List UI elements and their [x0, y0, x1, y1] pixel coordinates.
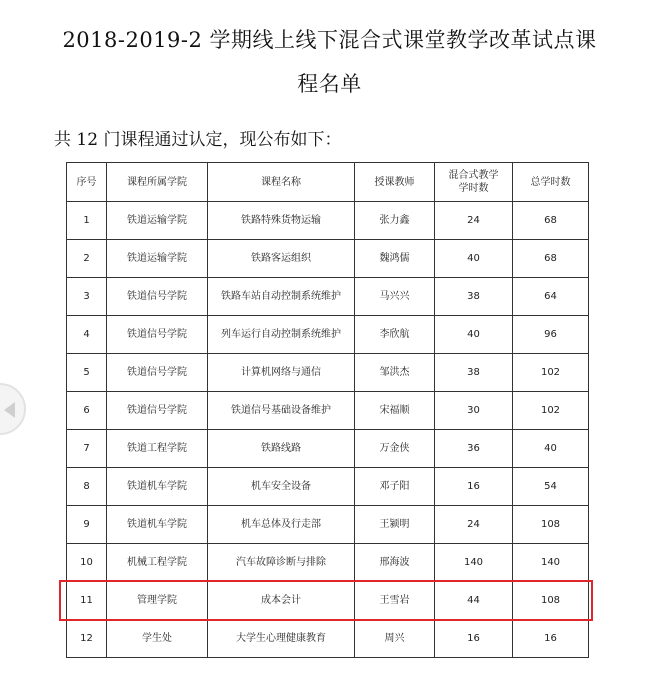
cell-course-name: 铁路线路	[208, 430, 355, 468]
intro-text: 共 12 门课程通过认定，现公布如下：	[54, 130, 342, 150]
cell-course-name: 机车安全设备	[208, 468, 355, 506]
header-college: 课程所属学院	[107, 163, 208, 202]
chevron-left-icon	[4, 402, 15, 418]
cell-college: 铁道信号学院	[107, 392, 208, 430]
cell-teacher: 邓子阳	[355, 468, 435, 506]
cell-hybrid-hours: 140	[435, 544, 513, 582]
cell-teacher: 宋福顺	[355, 392, 435, 430]
cell-index: 2	[67, 240, 107, 278]
table-row	[67, 620, 589, 658]
cell-hybrid-hours: 40	[435, 240, 513, 278]
cell-hybrid-hours: 24	[435, 202, 513, 240]
cell-college: 铁道机车学院	[107, 506, 208, 544]
cell-index: 8	[67, 468, 107, 506]
cell-index: 1	[67, 202, 107, 240]
table-row	[67, 240, 589, 278]
cell-course-name: 铁路特殊货物运输	[208, 202, 355, 240]
cell-index: 6	[67, 392, 107, 430]
cell-index: 9	[67, 506, 107, 544]
table-row	[67, 316, 589, 354]
cell-teacher: 魏鸿儒	[355, 240, 435, 278]
cell-total-hours: 68	[513, 202, 589, 240]
table-row	[67, 430, 589, 468]
cell-teacher: 张力鑫	[355, 202, 435, 240]
cell-index: 10	[67, 544, 107, 582]
cell-total-hours: 16	[513, 620, 589, 658]
cell-course-name: 铁路车站自动控制系统维护	[208, 278, 355, 316]
cell-total-hours: 54	[513, 468, 589, 506]
cell-college: 机械工程学院	[107, 544, 208, 582]
cell-course-name: 大学生心理健康教育	[208, 620, 355, 658]
cell-hybrid-hours: 24	[435, 506, 513, 544]
cell-total-hours: 140	[513, 544, 589, 582]
cell-index: 3	[67, 278, 107, 316]
cell-course-name: 成本会计	[208, 582, 355, 620]
cell-college: 铁道运输学院	[107, 240, 208, 278]
cell-teacher: 王雪岩	[355, 582, 435, 620]
cell-total-hours: 108	[513, 582, 589, 620]
cell-teacher: 周兴	[355, 620, 435, 658]
table-row	[67, 202, 589, 240]
prev-page-button[interactable]	[0, 383, 26, 435]
table-row	[67, 392, 589, 430]
table-row	[67, 506, 589, 544]
header-teacher: 授课教师	[355, 163, 435, 202]
cell-index: 5	[67, 354, 107, 392]
cell-index: 12	[67, 620, 107, 658]
cell-total-hours: 102	[513, 354, 589, 392]
table-row	[67, 544, 589, 582]
cell-teacher: 邢海波	[355, 544, 435, 582]
document-title-line-1: 2018-2019-2 学期线上线下混合式课堂教学改革试点课	[62, 28, 597, 52]
cell-total-hours: 40	[513, 430, 589, 468]
cell-course-name: 汽车故障诊断与排除	[208, 544, 355, 582]
cell-course-name: 铁路客运组织	[208, 240, 355, 278]
cell-college: 铁道工程学院	[107, 430, 208, 468]
cell-teacher: 王颍明	[355, 506, 435, 544]
cell-hybrid-hours: 36	[435, 430, 513, 468]
cell-college: 管理学院	[107, 582, 208, 620]
table-row	[67, 468, 589, 506]
cell-index: 11	[67, 582, 107, 620]
header-hybrid-hours	[435, 163, 513, 202]
table-row	[67, 278, 589, 316]
cell-college: 铁道信号学院	[107, 354, 208, 392]
cell-hybrid-hours: 16	[435, 468, 513, 506]
cell-course-name: 列车运行自动控制系统维护	[208, 316, 355, 354]
cell-total-hours: 68	[513, 240, 589, 278]
cell-teacher: 万金侠	[355, 430, 435, 468]
header-total-hours: 总学时数	[513, 163, 589, 202]
cell-course-name: 机车总体及行走部	[208, 506, 355, 544]
cell-course-name: 计算机网络与通信	[208, 354, 355, 392]
cell-total-hours: 96	[513, 316, 589, 354]
cell-total-hours: 102	[513, 392, 589, 430]
cell-hybrid-hours: 38	[435, 354, 513, 392]
table-row	[67, 354, 589, 392]
cell-hybrid-hours: 40	[435, 316, 513, 354]
cell-index: 4	[67, 316, 107, 354]
cell-college: 铁道信号学院	[107, 316, 208, 354]
cell-hybrid-hours: 44	[435, 582, 513, 620]
document-title-line-2: 程名单	[297, 72, 362, 96]
cell-hybrid-hours: 16	[435, 620, 513, 658]
highlight-box	[59, 580, 593, 621]
cell-teacher: 马兴兴	[355, 278, 435, 316]
cell-college: 铁道机车学院	[107, 468, 208, 506]
header-course-name: 课程名称	[208, 163, 355, 202]
cell-total-hours: 108	[513, 506, 589, 544]
table-header-row	[67, 163, 589, 202]
cell-teacher: 邹洪杰	[355, 354, 435, 392]
cell-index: 7	[67, 430, 107, 468]
header-index: 序号	[67, 163, 107, 202]
cell-college: 学生处	[107, 620, 208, 658]
cell-teacher: 李欣航	[355, 316, 435, 354]
cell-college: 铁道运输学院	[107, 202, 208, 240]
cell-course-name: 铁道信号基础设备维护	[208, 392, 355, 430]
header-hybrid-hours-label: 混合式教学学时数	[448, 170, 499, 194]
cell-hybrid-hours: 38	[435, 278, 513, 316]
cell-hybrid-hours: 30	[435, 392, 513, 430]
cell-total-hours: 64	[513, 278, 589, 316]
cell-college: 铁道信号学院	[107, 278, 208, 316]
